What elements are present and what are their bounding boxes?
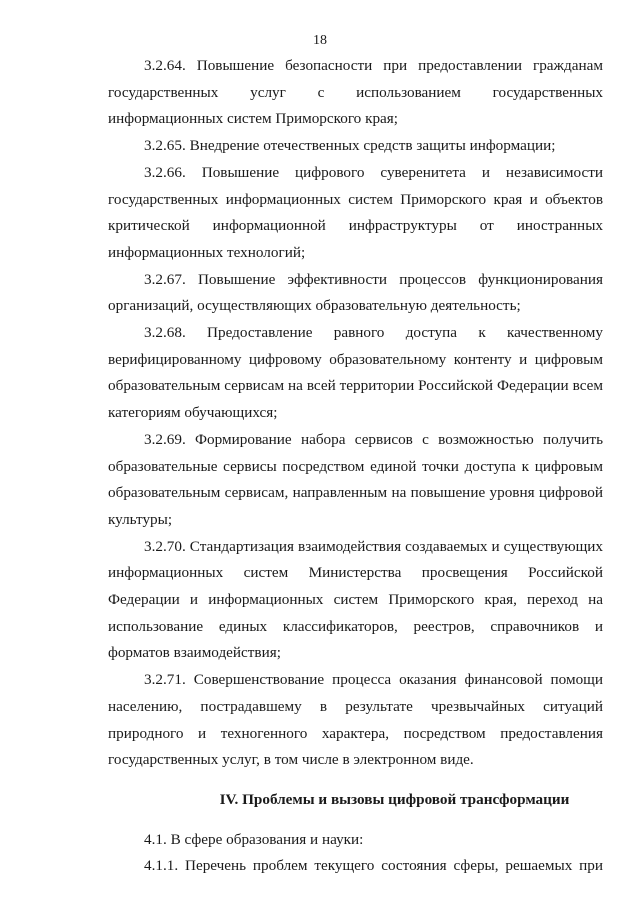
paragraph-3-2-64: 3.2.64. Повышение безопасности при предоставлении гражданам государственных услуг с использованием государственных информационных систем Приморского края;	[108, 57, 603, 128]
section-heading: IV. Проблемы и вызовы цифровой трансформации	[219, 790, 570, 808]
paragraph-3-2-71: 3.2.71. Совершенствование процесса оказания финансовой помощи населению, пострадавшему в результате чрезвычайных ситуаций природного и техногенного характера, посредством предоставления государственных услуг, в том числе в электронном виде.	[108, 671, 603, 769]
paragraph-3-2-69: 3.2.69. Формирование набора сервисов с возможностью получить образовательные сервисы посредством единой точки доступа к цифровым образовательным сервисам, направленным на повышение уровня цифровой культуры;	[108, 430, 603, 528]
document-body	[108, 53, 603, 880]
paragraph-3-2-65: 3.2.65. Внедрение отечественных средств защиты информации;	[144, 137, 556, 155]
subsection-4-1: 4.1. В сфере образования и науки:	[144, 830, 364, 848]
paragraph-4-1-1: 4.1.1. Перечень проблем текущего состояния сферы, решаемых при	[144, 857, 603, 875]
paragraph-3-2-66: 3.2.66. Повышение цифрового суверенитета и независимости государственных информационных систем Приморского края и объектов критической информационной инфраструктуры от иностранных информационных технологий;	[108, 163, 603, 261]
paragraph-3-2-68: 3.2.68. Предоставление равного доступа к качественному верифицированному цифровому образовательному контенту и цифровым образовательным сервисам на всей территории Российской Федерации всем категориям обучающихся;	[108, 324, 603, 422]
paragraph-3-2-67: 3.2.67. Повышение эффективности процессов функционирования организаций, осуществляющих образовательную деятельность;	[108, 270, 603, 315]
paragraph-3-2-70: 3.2.70. Стандартизация взаимодействия создаваемых и существующих информационных систем Министерства просвещения Российской Федерации и информационных систем Приморского края, переход на использование единых классификаторов, реестров, справочников и форматов взаимодействия;	[108, 537, 603, 662]
page-number: 18	[313, 33, 327, 48]
